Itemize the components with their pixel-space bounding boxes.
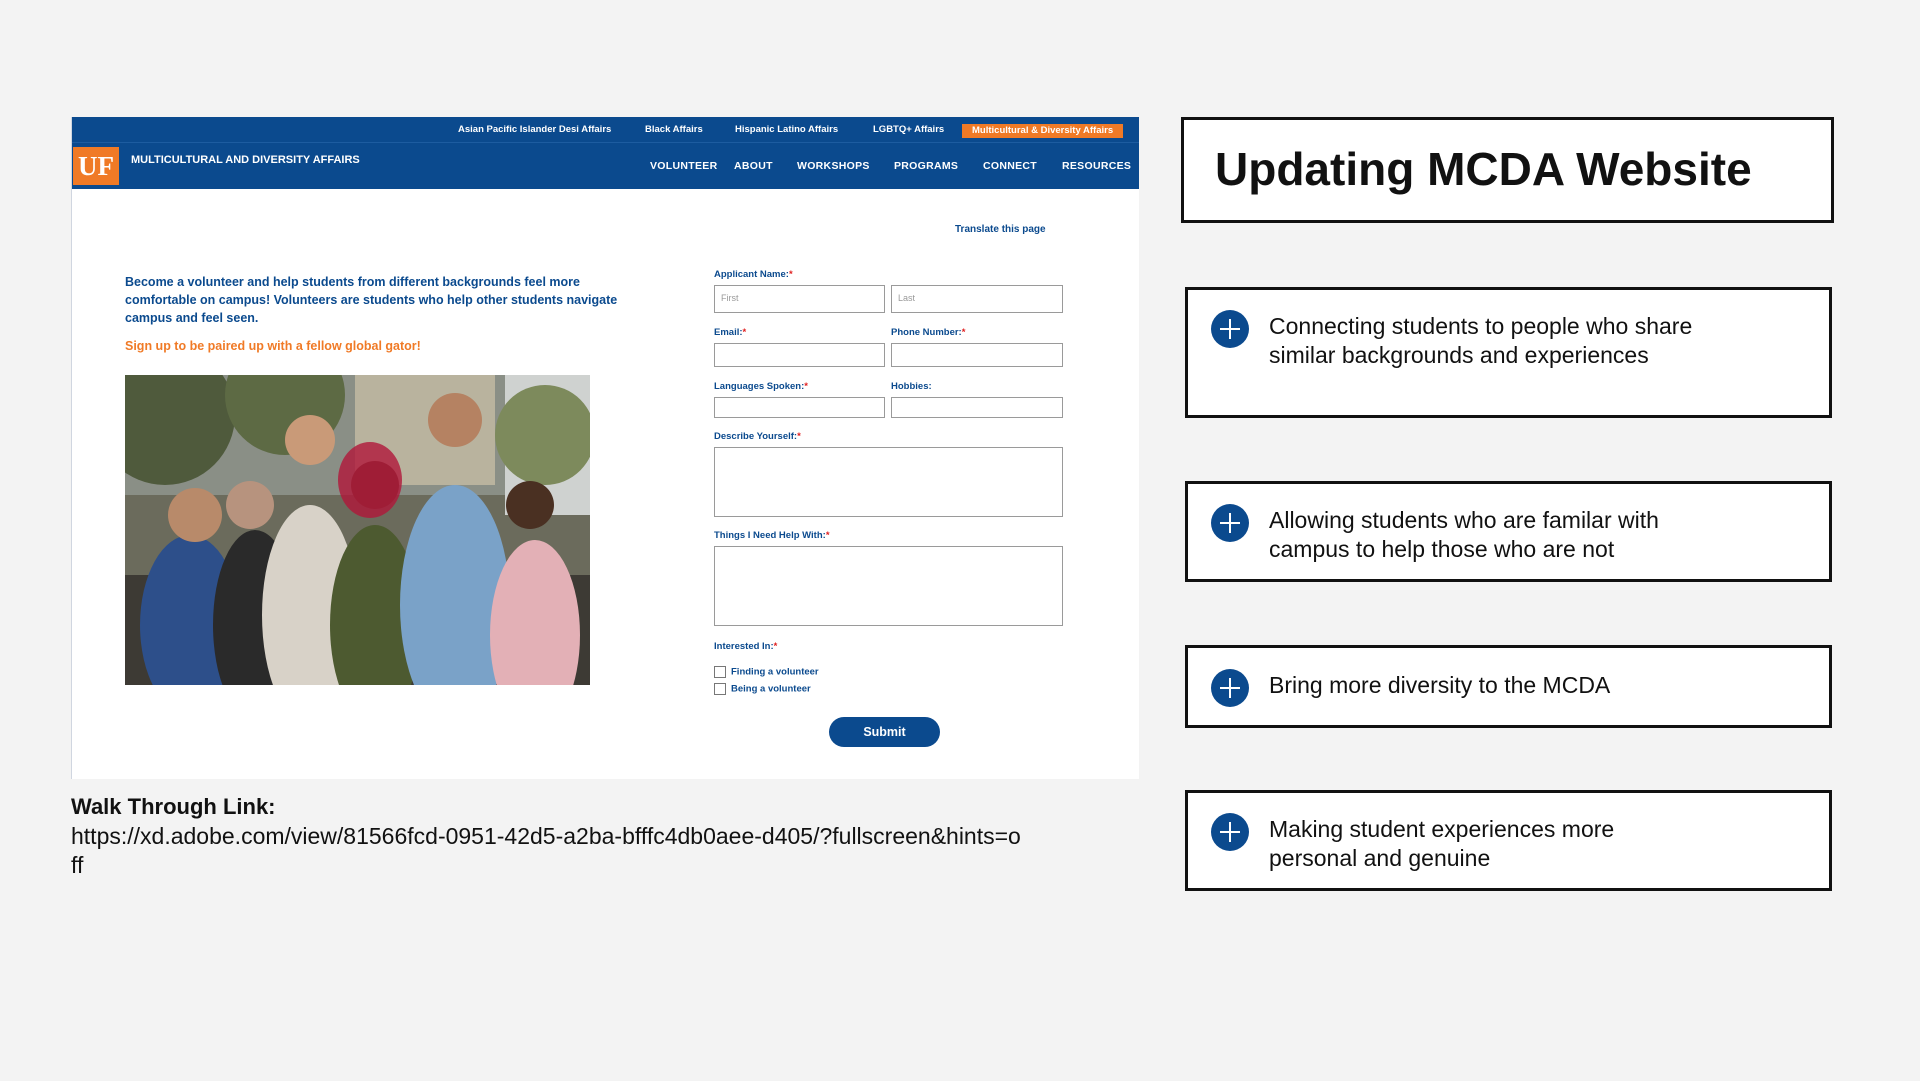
option-finding-volunteer[interactable]: Finding a volunteer [714,666,819,678]
describe-textarea[interactable] [714,447,1063,517]
feature-card-4 [1185,790,1832,891]
interested-label: Interested In:* [714,641,778,652]
hobbies-input[interactable] [891,397,1063,418]
email-input[interactable] [714,343,885,367]
languages-label: Languages Spoken:* [714,381,808,392]
walkthrough-url[interactable]: https://xd.adobe.com/view/81566fcd-0951-42d5-a2ba-bfffc4db0aee-d405/?fullscreen&hints=off [71,823,1021,878]
first-name-input[interactable]: First [714,285,885,313]
nav-resources[interactable]: RESOURCES [1062,160,1132,172]
option-being-volunteer[interactable]: Being a volunteer [714,683,811,695]
students-photo [125,375,590,685]
feature-text-3: Bring more diversity to the MCDA [1269,672,1611,698]
feature-text-4: Making student experiences more personal and genuine [1269,816,1615,871]
feature-text-1: Connecting students to people who share similar backgrounds and experiences [1269,313,1693,368]
hobbies-label: Hobbies: [891,381,932,392]
slide-title: Updating MCDA Website [1215,143,1752,195]
plus-circle-icon [1211,310,1249,348]
last-name-input[interactable]: Last [891,285,1063,313]
nav-connect[interactable]: CONNECT [983,160,1038,172]
languages-input[interactable] [714,397,885,418]
main-nav-bar [72,142,1139,189]
walkthrough-label: Walk Through Link: [71,794,276,819]
checkbox-being[interactable] [714,683,726,695]
submit-button[interactable]: Submit [829,717,940,747]
nav-lgbtq[interactable]: LGBTQ+ Affairs [873,124,945,135]
applicant-name-label: Applicant Name:* [714,269,793,280]
feature-text-2: Allowing students who are familar with campus to help those who are not [1269,507,1659,562]
signup-text: Sign up to be paired up with a fellow global gator! [125,339,421,353]
nav-hispanic-latino[interactable]: Hispanic Latino Affairs [735,124,839,135]
site-title[interactable]: MULTICULTURAL AND DIVERSITY AFFAIRS [131,154,360,166]
nav-programs[interactable]: PROGRAMS [894,160,959,172]
nav-volunteer[interactable]: VOLUNTEER [650,160,718,172]
website-mockup [71,117,1139,779]
checkbox-finding[interactable] [714,666,726,678]
intro-text: Become a volunteer and help students from different backgrounds feel more comfortable on campus! Volunteers are students who help other students navigate campus and feel seen. [125,275,618,325]
uf-logo[interactable]: UF [73,147,119,185]
affinity-nav-bar [72,117,1139,142]
nav-workshops[interactable]: WORKSHOPS [797,160,870,172]
translate-link[interactable]: Translate this page [955,224,1046,235]
help-textarea[interactable] [714,546,1063,626]
email-label: Email:* [714,327,747,338]
slide-title-box [1181,117,1834,223]
plus-circle-icon [1211,669,1249,707]
feature-card-3 [1185,645,1832,728]
plus-circle-icon [1211,813,1249,851]
plus-circle-icon [1211,504,1249,542]
nav-mcda-active[interactable]: Multicultural & Diversity Affairs [962,124,1123,138]
describe-label: Describe Yourself:* [714,431,801,442]
nav-about[interactable]: ABOUT [734,160,773,172]
feature-card-1 [1185,287,1832,418]
feature-card-2 [1185,481,1832,582]
phone-input[interactable] [891,343,1063,367]
nav-apida[interactable]: Asian Pacific Islander Desi Affairs [458,124,612,135]
phone-label: Phone Number:* [891,327,966,338]
nav-black-affairs[interactable]: Black Affairs [645,124,703,135]
help-label: Things I Need Help With:* [714,530,830,541]
